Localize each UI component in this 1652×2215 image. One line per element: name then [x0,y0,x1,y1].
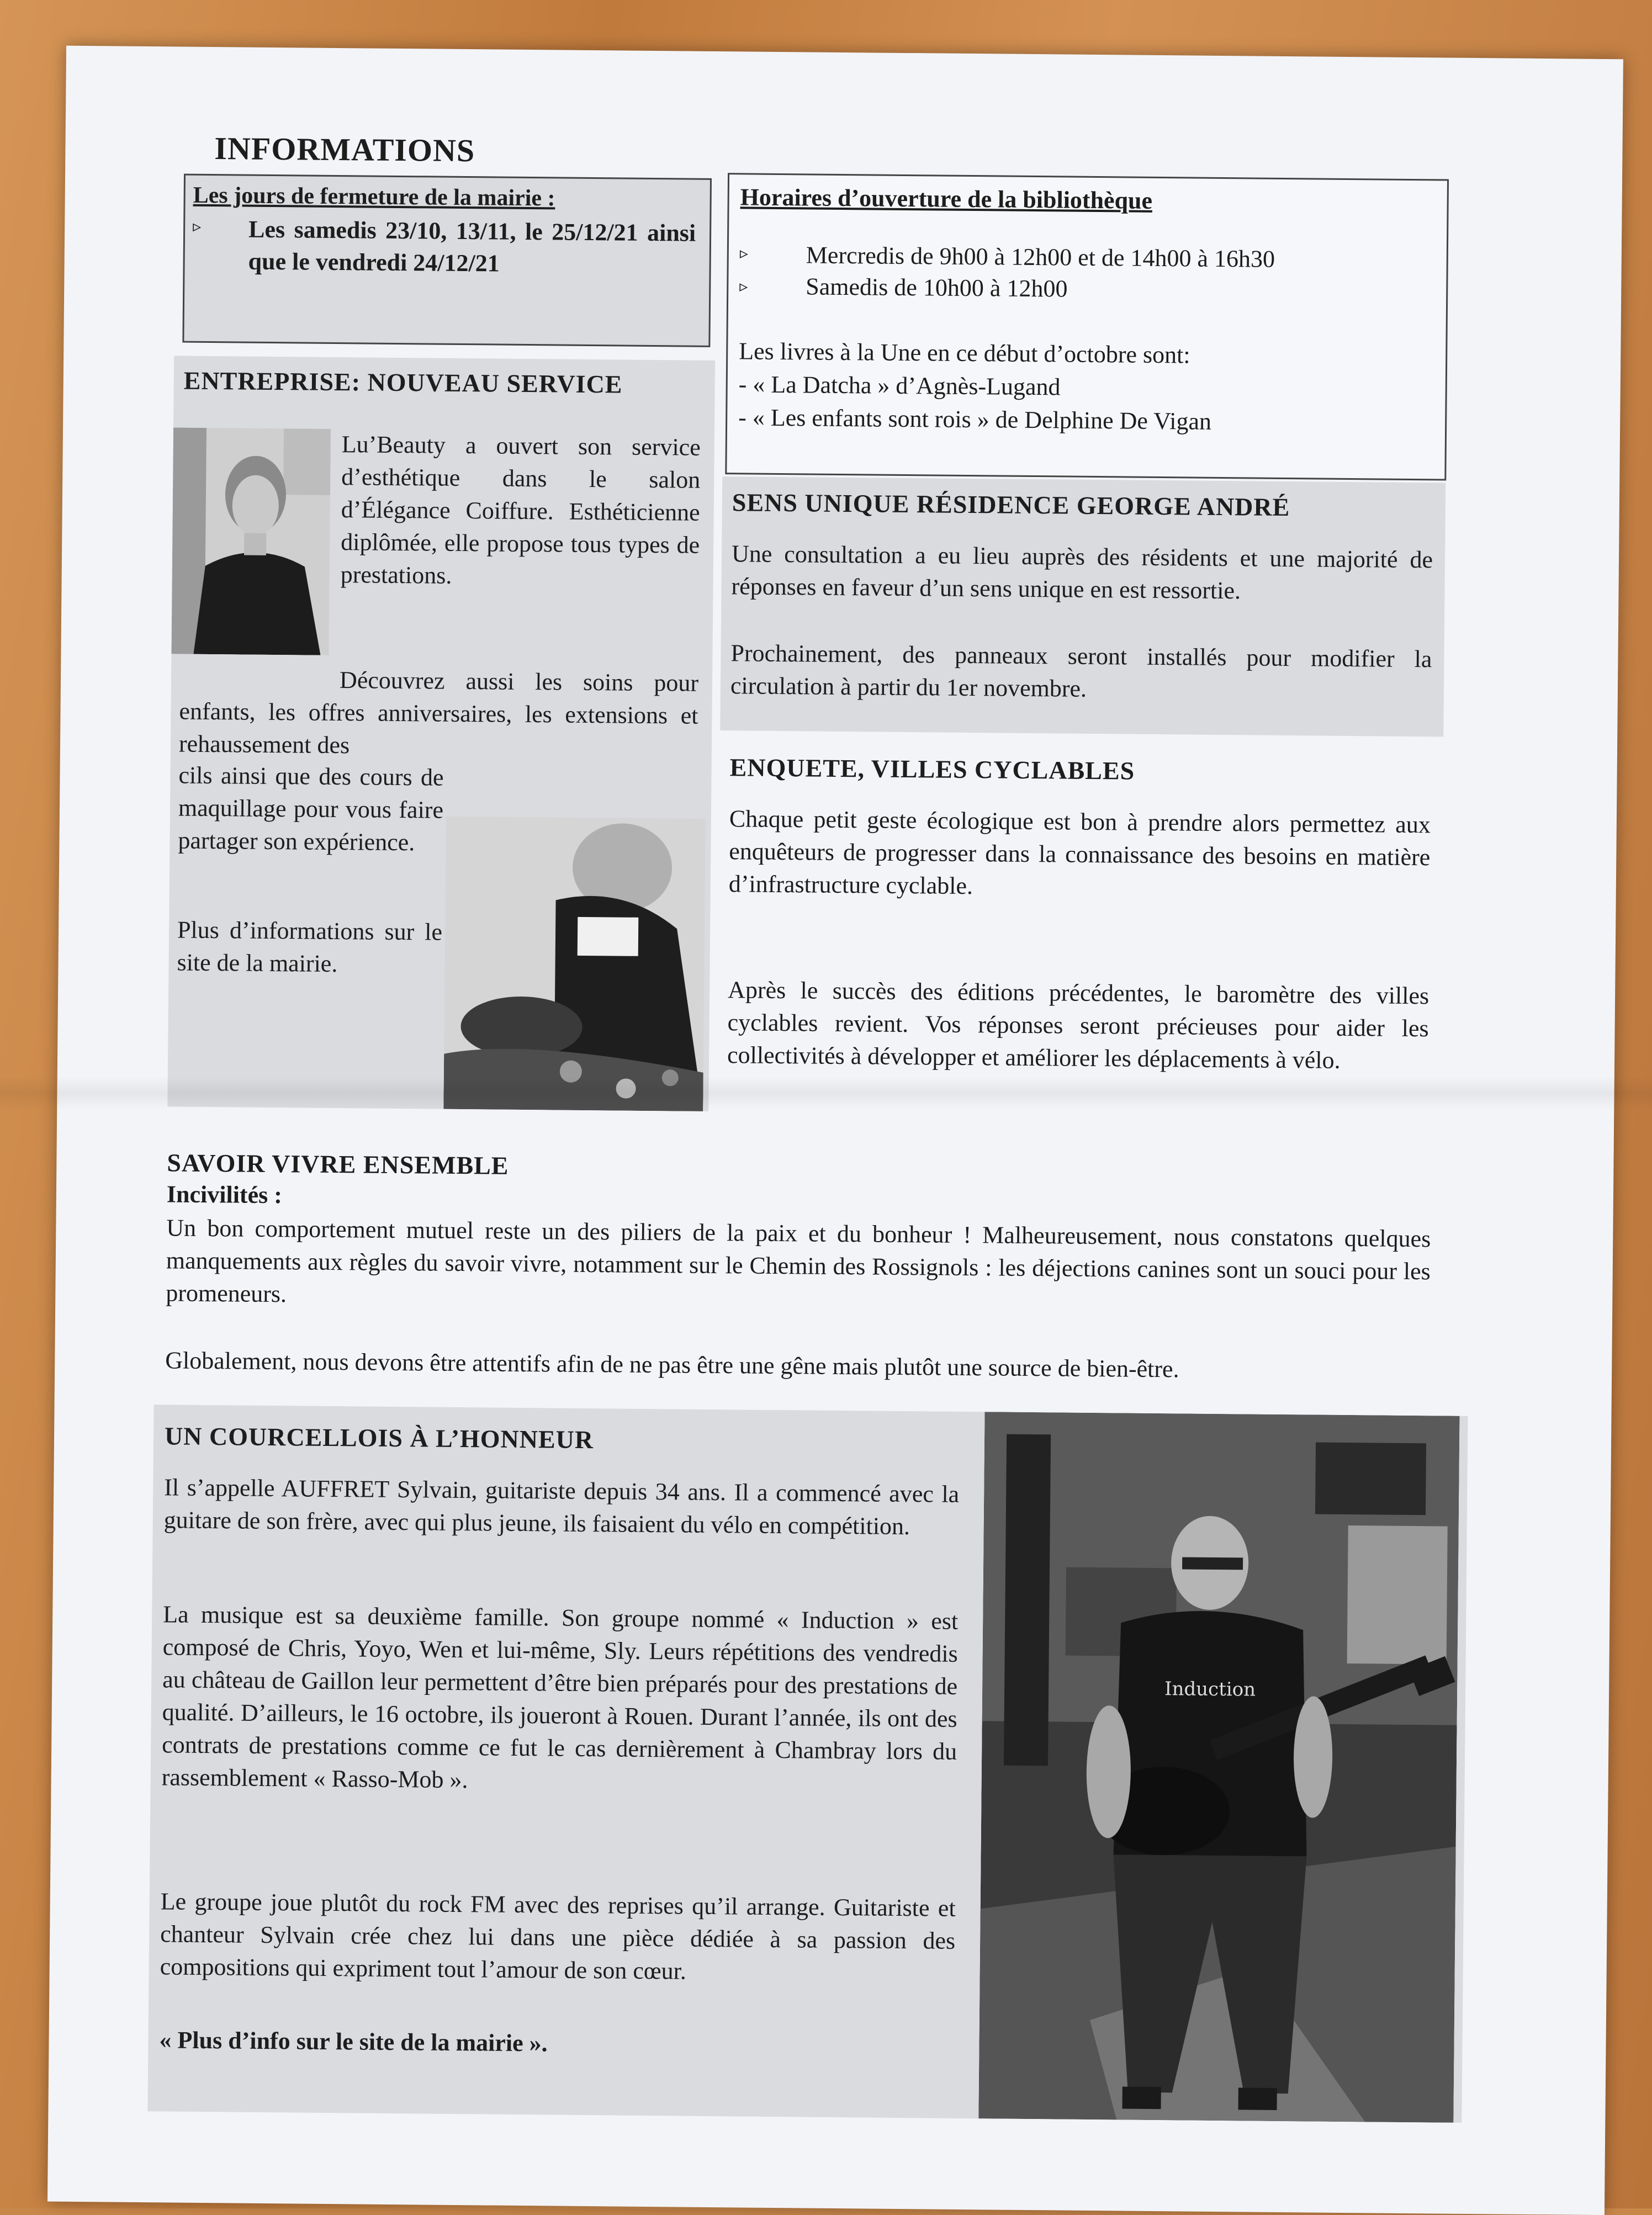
enterprise-paragraph-3: Plus d’informations sur le site de la mairie. [177,916,443,978]
sens-unique-paragraph-2: Prochainement, des panneaux seront installés pour modifier la circulation à partir du 1er novembre. [730,639,1432,702]
courcellois-paragraph-2: La musique est sa deuxième famille. Son groupe nommé « Induction » est composé de Chris, Yoyo, Wen et lui-même, Sly. Leurs répétitions des vendredis au château de Gaillon leur permettent d’être bien préparés pour des prestations de qualité. D’ailleurs, le 16 octobre, ils joueront à Rouen. Durant l’année, ils ont des contrats de prestations comme ce fut le cas dernièrement à Chambray lors du rassemblement « Rasso-Mob ». [161,1601,959,1794]
page-title: INFORMATIONS [214,130,475,169]
library-hours-saturday: Samedis de 10h00 à 12h00 [806,273,1068,303]
enterprise-heading: ENTREPRISE: NOUVEAU SERVICE [183,366,623,399]
courcellois-heading: UN COURCELLOIS À L’HONNEUR [164,1422,594,1454]
bullet-icon: ▹ [193,217,202,236]
savoir-vivre-paragraph-1: Un bon comportement mutuel reste un des piliers de la paix et du bonheur ! Malheureusement, nous constatons quelques manquements aux règles du savoir vivre, notamment sur le Chemin des Rossignols : les déjections canines sont un souci pour les promeneurs. [166,1214,1431,1308]
cyclable-heading: ENQUETE, VILLES CYCLABLES [729,753,1135,785]
sens-unique-section [720,476,1446,736]
bullet-icon: ▹ [739,277,748,296]
sens-unique-heading: SENS UNIQUE RÉSIDENCE GEORGE ANDRÉ [732,488,1290,522]
sens-unique-paragraph-1: Une consultation a eu lieu auprès des résidents et une majorité de réponses en faveur d’un sens unique en est ressortie. [731,540,1433,605]
closure-box [182,174,712,347]
courcellois-paragraph-3: Le groupe joue plutôt du rock FM avec des reprises qu’il arrange. Guitariste et chanteur Sylvain crée chez lui dans une pièce dédiée à sa passion des compositions qui expriment tout l’amour de son cœur. [160,1888,956,1985]
incivilites-subheading: Incivilités : [166,1180,283,1209]
savoir-vivre-heading: SAVOIR VIVRE ENSEMBLE [167,1148,509,1180]
cyclable-paragraph-1: Chaque petit geste écologique est bon à prendre alors permettez aux enquêteurs de progresser dans la connaissance des besoins en matière d’infrastructure cyclable. [728,805,1431,900]
shirt-print-text: Induction [1164,1678,1256,1701]
newsletter-page [47,46,1623,2215]
closure-heading: Les jours de fermeture de la mairie : [193,182,555,211]
beautician-portrait-photo [171,427,331,655]
library-book-2: - « Les enfants sont rois » de Delphine De Vigan [738,404,1212,435]
paper-fold-crease [0,1077,1652,1110]
bullet-icon: ▹ [739,244,749,263]
enterprise-paragraph-2b: cils ainsi que des cours de maquillage pour vous faire partager son expérience. [178,761,444,856]
enterprise-section [167,356,715,1111]
courcellois-paragraph-1: Il s’appelle AUFFRET Sylvain, guitariste depuis 34 ans. Il a commencé avec la guitare de son frère, avec qui plus jeune, ils faisaient du vélo en compétition. [163,1474,960,1540]
library-heading: Horaires d’ouverture de la bibliothèque [740,183,1153,214]
guitarist-photo [978,1412,1459,2122]
courcellois-section [147,1405,1468,2123]
courcellois-footer-link: « Plus d’info sur le site de la mairie ». [159,2026,548,2057]
library-books-intro: Les livres à la Une en ce début d’octobre sont: [739,337,1190,369]
library-book-1: - « La Datcha » d’Agnès-Lugand [738,370,1061,401]
enterprise-paragraph-2a: Découvrez aussi les soins pour enfants, les offres anniversaires, les extensions et rehaussement des [178,666,699,759]
library-hours-weekday: Mercredis de 9h00 à 12h00 et de 14h00 à 16h30 [806,241,1275,273]
enterprise-paragraph-1: Lu’Beauty a ouvert son service d’esthétique dans le salon d’Élégance Coiffure. Esthéticienne diplômée, elle propose tous types de prestations. [340,431,701,589]
cyclable-paragraph-2: Après le succès des éditions précédentes, le baromètre des villes cyclables revient. Vos réponses seront précieuses pour aider les collectivités à développer et améliorer les déplacements à vélo. [727,976,1429,1074]
closure-dates: Les samedis 23/10, 13/11, le 25/12/21 ainsi que le vendredi 24/12/21 [248,215,696,277]
beauty-treatment-photo [443,817,706,1111]
savoir-vivre-paragraph-2: Globalement, nous devons être attentifs afin de ne pas être une gêne mais plutôt une source de bien-être. [165,1347,1179,1383]
library-box [725,173,1449,480]
